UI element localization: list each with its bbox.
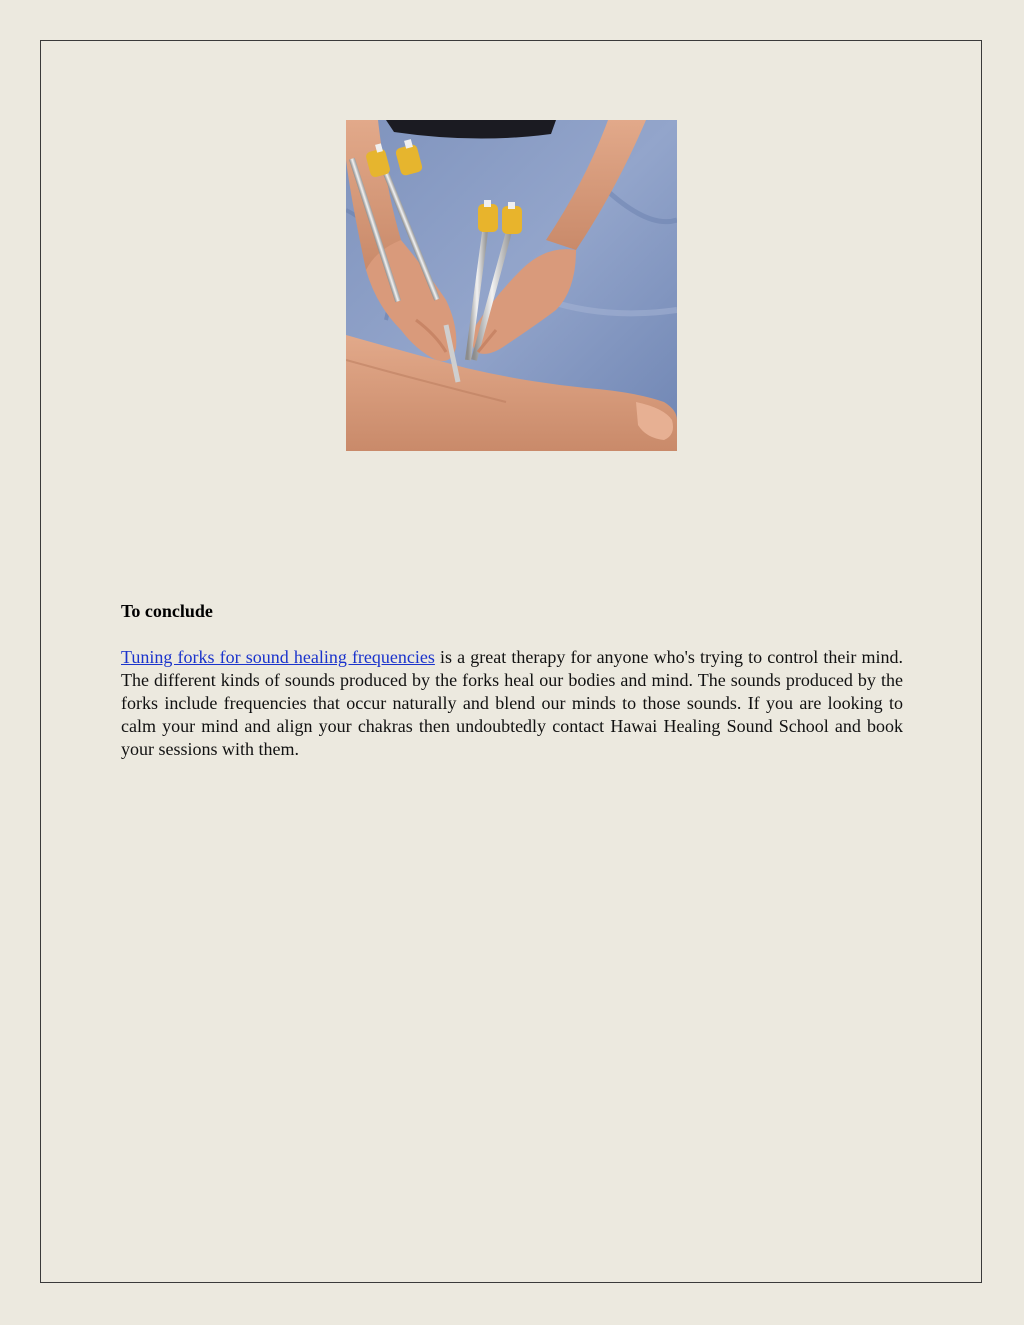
section-heading: To conclude [121,601,213,621]
conclusion-body-text: is a great therapy for anyone who's trying to control their mind. The different kinds of sounds produced by the forks heal our bodies and mind. The sounds produced by the forks include frequencies that occur naturally and blend our minds to those sounds. If you are looking to calm your mind and align your chakras then undoubtedly contact Hawai Healing Sound School and book your sessions with them. [121,647,903,759]
tuning-forks-link[interactable]: Tuning forks for sound healing frequencies [121,647,435,667]
tuning-forks-photo [346,120,677,451]
conclusion-paragraph [121,646,903,761]
